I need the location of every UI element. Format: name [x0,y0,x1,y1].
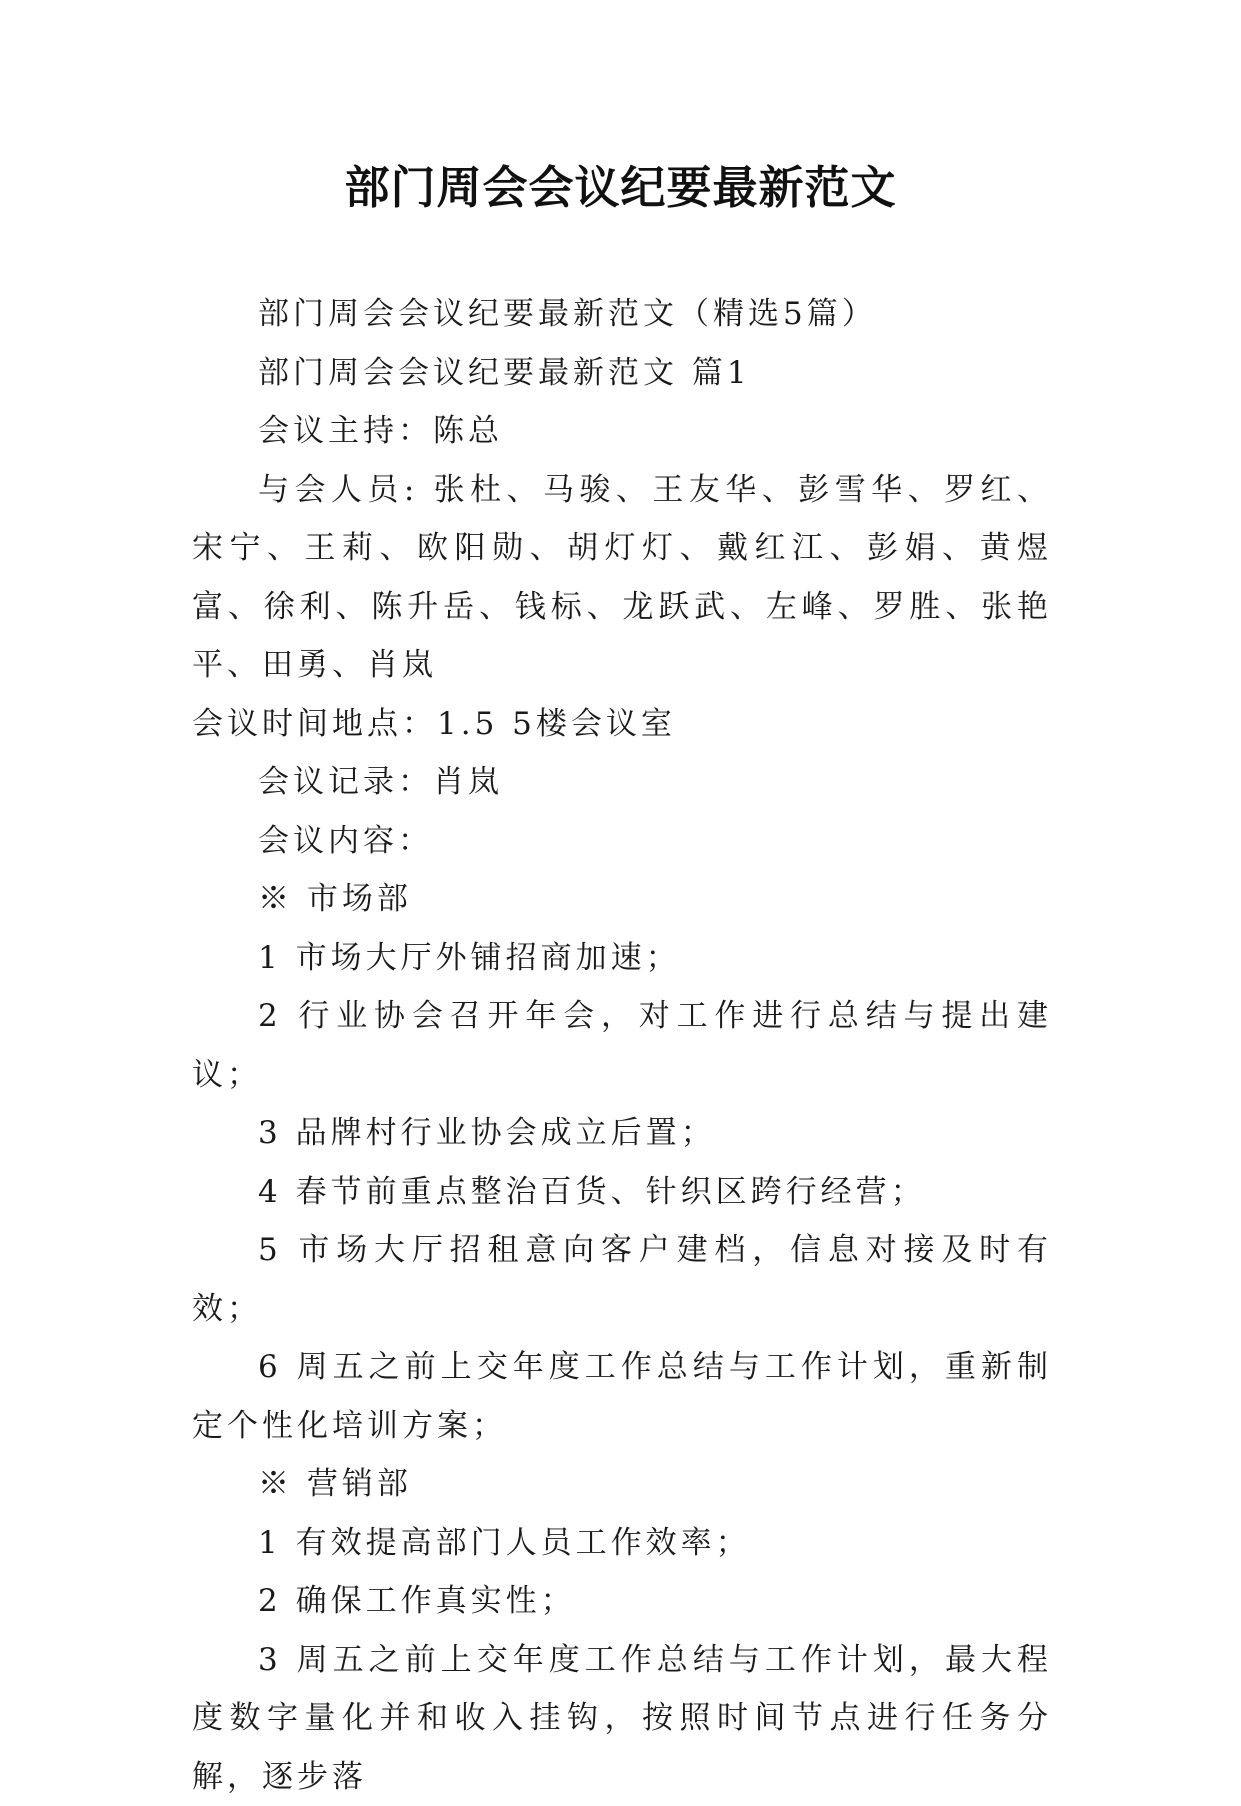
list-item: 5 市场大厅招租意向客户建档，信息对接及时有效； [192,1221,1052,1338]
list-item: 3 周五之前上交年度工作总结与工作计划，最大程度数字量化并和收入挂钩，按照时间节点进行任务分解，逐步落 [192,1631,1052,1806]
paragraph-content-label: 会议内容： [192,812,1052,871]
list-item: 1 市场大厅外铺招商加速； [192,929,1052,988]
paragraph-time-location: 会议时间地点：1.5 5楼会议室 [192,695,1052,754]
paragraph-market-heading: ※ 市场部 [192,870,1052,929]
list-item: 3 品牌村行业协会成立后置； [192,1104,1052,1163]
paragraph-sales-heading: ※ 营销部 [192,1455,1052,1514]
list-item: 1 有效提高部门人员工作效率； [192,1514,1052,1573]
document-title: 部门周会会议纪要最新范文 [0,158,1241,218]
paragraph-subtitle: 部门周会会议纪要最新范文（精选5篇） [192,285,1052,344]
paragraph-recorder: 会议记录：肖岚 [192,753,1052,812]
list-item: 4 春节前重点整治百货、针织区跨行经营； [192,1163,1052,1222]
list-item: 6 周五之前上交年度工作总结与工作计划，重新制定个性化培训方案； [192,1338,1052,1455]
list-item: 2 确保工作真实性； [192,1572,1052,1631]
document-body [192,285,1052,1806]
paragraph-attendees: 与会人员: 张杜、马骏、王友华、彭雪华、罗红、宋宁、王莉、欧阳勋、胡灯灯、戴红江、彭娟、黄煜富、徐利、陈升岳、钱标、龙跃武、左峰、罗胜、张艳平、田勇、肖岚 [192,461,1052,695]
paragraph-host: 会议主持：陈总 [192,402,1052,461]
list-item: 2 行业协会召开年会，对工作进行总结与提出建议； [192,987,1052,1104]
paragraph-section-heading: 部门周会会议纪要最新范文 篇1 [192,344,1052,403]
